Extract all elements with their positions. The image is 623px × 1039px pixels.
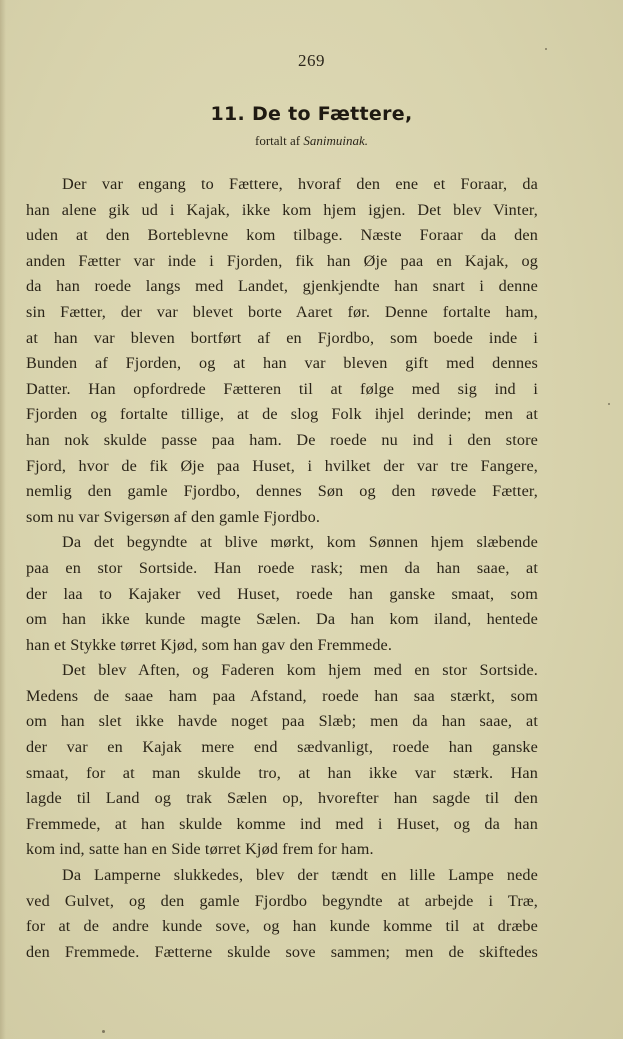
text-line: han nok skulde passe paa ham. De roede nu ind i den store [26, 430, 538, 449]
text-line: Bunden af Fjorden, og at han var bleven gift med dennes [26, 354, 538, 373]
text-line: Da det begyndte at blive mørkt, kom Sønnen hjem slæbende [62, 533, 538, 552]
narrator-name: Sanimuinak. [303, 133, 368, 148]
text-line: Medens de saae ham paa Afstand, roede han saa stærkt, som [26, 686, 538, 705]
text-line: smaat, for at man skulde tro, at han ikke var stærk. Han [26, 763, 538, 782]
text-line: han alene gik ud i Kajak, ikke kom hjem igjen. Det blev Vinter, [26, 200, 538, 219]
text-line: Det blev Aften, og Faderen kom hjem med en stor Sortside. [62, 661, 538, 680]
text-line: der laa to Kajaker ved Huset, roede han ganske smaat, som [26, 584, 538, 603]
body-text [26, 172, 538, 965]
page-binding-shadow [0, 0, 6, 1039]
text-line: anden Fætter var inde i Fjorden, fik han Øje paa en Kajak, og [26, 251, 538, 270]
text-line: om han slet ikke havde noget paa Slæb; men da han saae, at [26, 712, 538, 731]
text-line: ved Gulvet, og den gamle Fjordbo begyndte at arbejde i Træ, [26, 891, 538, 910]
paper-speck [545, 48, 547, 50]
text-line: da han roede langs med Landet, gjenkjendte han snart i denne [26, 277, 538, 296]
text-line: den Fremmede. Fætterne skulde sove sammen; men de skiftedes [26, 942, 538, 961]
text-line: lagde til Land og trak Sælen op, hvorefter han sagde til den [26, 789, 538, 808]
text-line: om han ikke kunde magte Sælen. Da han kom iland, hentede [26, 610, 538, 629]
text-line: for at de andre kunde sove, og han kunde komme til at dræbe [26, 917, 538, 936]
paper-speck [102, 1030, 105, 1033]
page-number: 269 [298, 51, 325, 70]
text-line: kom ind, satte han en Side tørret Kjød frem for ham. [26, 840, 374, 859]
text-line: Da Lamperne slukkedes, blev der tændt en lille Lampe nede [62, 866, 538, 885]
text-line: Fjord, hvor de fik Øje paa Huset, i hvilket der var tre Fangere, [26, 456, 538, 475]
chapter-subtitle [0, 133, 623, 149]
text-line: Fjorden og fortalte tillige, at de slog Folk ihjel derinde; men at [26, 405, 538, 424]
text-line: der var en Kajak mere end sædvanligt, roede han ganske [26, 738, 538, 757]
text-line: paa en stor Sortside. Han roede rask; men da han saae, at [26, 558, 538, 577]
chapter-title: 11. De to Fættere, [210, 103, 413, 125]
text-line: sin Fætter, der var blevet borte Aaret før. Denne fortalte ham, [26, 302, 538, 321]
text-line: Der var engang to Fættere, hvoraf den ene et Foraar, da [62, 175, 538, 193]
text-line: han et Stykke tørret Kjød, som han gav den Fremmede. [26, 635, 393, 654]
text-line: uden at den Borteblevne kom tilbage. Næste Foraar da den [26, 226, 538, 245]
text-line: nemlig den gamle Fjordbo, dennes Søn og den røvede Fætter, [26, 482, 538, 501]
subtitle-prefix: fortalt af [254, 133, 301, 148]
text-line: Datter. Han opfordrede Fætteren til at følge med sig ind i [26, 379, 538, 398]
text-line: Fremmede, at han skulde komme ind med i Huset, og da han [26, 814, 538, 833]
paper-speck [608, 403, 610, 405]
text-line: som nu var Svigersøn af den gamle Fjordbo. [26, 507, 321, 526]
text-line: at han var bleven bortført af en Fjordbo, som boede inde i [26, 328, 538, 347]
